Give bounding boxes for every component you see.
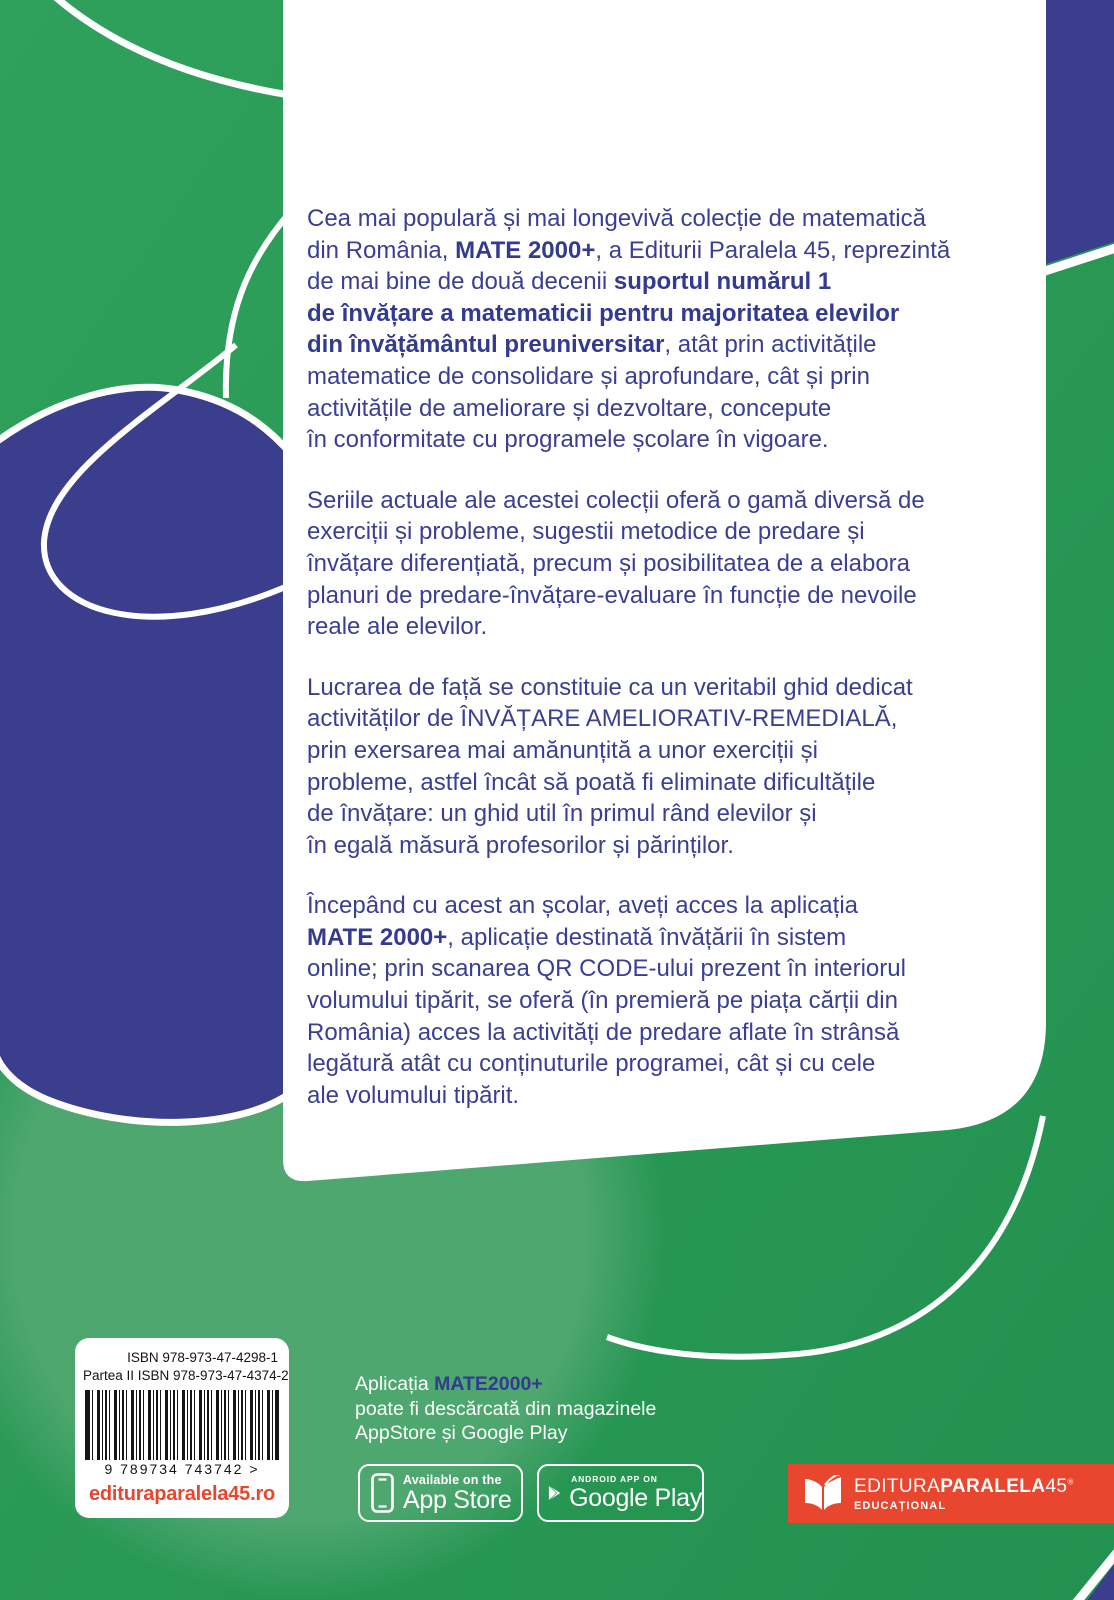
registered-mark: ® [1067, 1477, 1074, 1487]
paragraph [307, 485, 1017, 643]
paragraph-line: matematice de consolidare și aprofundare, cât și prin [307, 362, 870, 390]
google-play-badge [537, 1464, 704, 1522]
paragraph [307, 672, 1017, 862]
paragraph-line: din România, MATE 2000+, a Editurii Paralela 45, reprezintă [307, 236, 951, 264]
publisher-name-regular: EDITURA [854, 1475, 941, 1497]
isbn-barcode-box [75, 1338, 289, 1518]
paragraph-line: activităților de ÎNVĂȚARE AMELIORATIV-REMEDIALĂ, [307, 705, 898, 733]
publisher-name [854, 1476, 1074, 1498]
paragraph-line: Cea mai populară și mai longevivă colecție de matematică [307, 205, 926, 232]
app-name: MATE2000+ [434, 1373, 543, 1395]
paragraph-line: de învățare a matematicii pentru majoritatea elevilor [307, 299, 900, 327]
paragraph-line: de mai bine de două decenii suportul numărul 1 [307, 268, 832, 296]
play-triangle-icon [548, 1475, 561, 1511]
open-book-icon [803, 1475, 843, 1512]
paragraph-line: în conformitate cu programele școlare în vigoare. [307, 426, 829, 454]
paragraph-line: probleme, astfel încât să poată fi eliminate dificultățile [307, 768, 876, 796]
paragraph-line: România) acces la activități de predare aflate în strânsă [307, 1018, 900, 1046]
paragraph-line: ale volumului tipărit. [307, 1081, 520, 1109]
paragraph-line: activitățile de ameliorare și dezvoltare, concepute [307, 394, 832, 422]
app-store-badge-label: App Store [403, 1485, 512, 1514]
google-play-badge-label: Google Play [569, 1484, 702, 1512]
app-info-line-1-regular: Aplicația [355, 1373, 435, 1395]
paragraph-line: Seriile actuale ale acestei colecții oferă o gamă diversă de [307, 486, 925, 514]
paragraph-line: de învățare: un ghid util în primul rând elevilor și [307, 800, 817, 828]
app-info-line-1 [355, 1372, 656, 1397]
publisher-logo-band [788, 1464, 1114, 1523]
publisher-name-number: 45 [1045, 1475, 1068, 1497]
google-play-badge-top-label: ANDROID APP ON [571, 1474, 658, 1484]
smartphone-icon [371, 1473, 394, 1513]
isbn-line-2: Partea II ISBN 978-973-47-4374-2 [83, 1368, 289, 1383]
paragraph-line: prin exersarea mai amănunțită a unor exerciții și [307, 736, 818, 764]
barcode-digits: 9 789734 743742 > [104, 1461, 260, 1477]
barcode-bars [85, 1390, 279, 1460]
app-store-badge-top-label: Available on the [403, 1472, 502, 1487]
paragraph [307, 890, 1017, 1111]
paragraph-line: din învățământul preuniversitar, atât prin activitățile [307, 331, 877, 359]
paragraph-line: în egală măsură profesorilor și părinților. [307, 831, 734, 859]
blue-blob [0, 387, 292, 1122]
publisher-website: edituraparalela45.ro [88, 1483, 276, 1505]
paragraph-line: Lucrarea de față se constituie ca un veritabil ghid dedicat [307, 673, 913, 701]
app-info-line-3: AppStore și Google Play [355, 1422, 568, 1444]
app-info-line-2: poate fi descărcată din magazinele [355, 1397, 657, 1420]
paragraph-line: exerciții și probleme, sugestii metodice de predare și [307, 518, 865, 546]
app-info [355, 1372, 656, 1446]
paragraph-line: Începând cu acest an școlar, aveți acces la aplicația [307, 892, 858, 920]
paragraph-line: învățare diferențiată, precum și posibilitatea de a elabora [307, 549, 911, 577]
paragraph-line: planuri de predare-învățare-evaluare în funcție de nevoile [307, 581, 917, 609]
paragraph-line: reale ale elevilor. [307, 613, 488, 641]
publisher-tagline: EDUCAȚIONAL [854, 1499, 947, 1512]
isbn-line-1: ISBN 978-973-47-4298-1 [127, 1350, 278, 1365]
ean-barcode [85, 1390, 279, 1477]
paragraph-line: online; prin scanarea QR CODE-ului prezent în interiorul [307, 955, 906, 983]
app-store-badge [358, 1464, 523, 1522]
top-right-blue-corner [1046, 0, 1114, 264]
paragraph-line: volumului tipărit, se oferă (în premieră pe piața cărții din [307, 987, 898, 1015]
paragraph-line: MATE 2000+, aplicație destinată învățării în sistem [307, 923, 847, 951]
paragraph [307, 203, 1017, 456]
paragraph-line: legătură atât cu conținuturile programei, cât și cu cele [307, 1050, 876, 1078]
panel-paragraphs [307, 203, 1017, 1140]
publisher-name-bold: PARALELA [940, 1475, 1046, 1497]
